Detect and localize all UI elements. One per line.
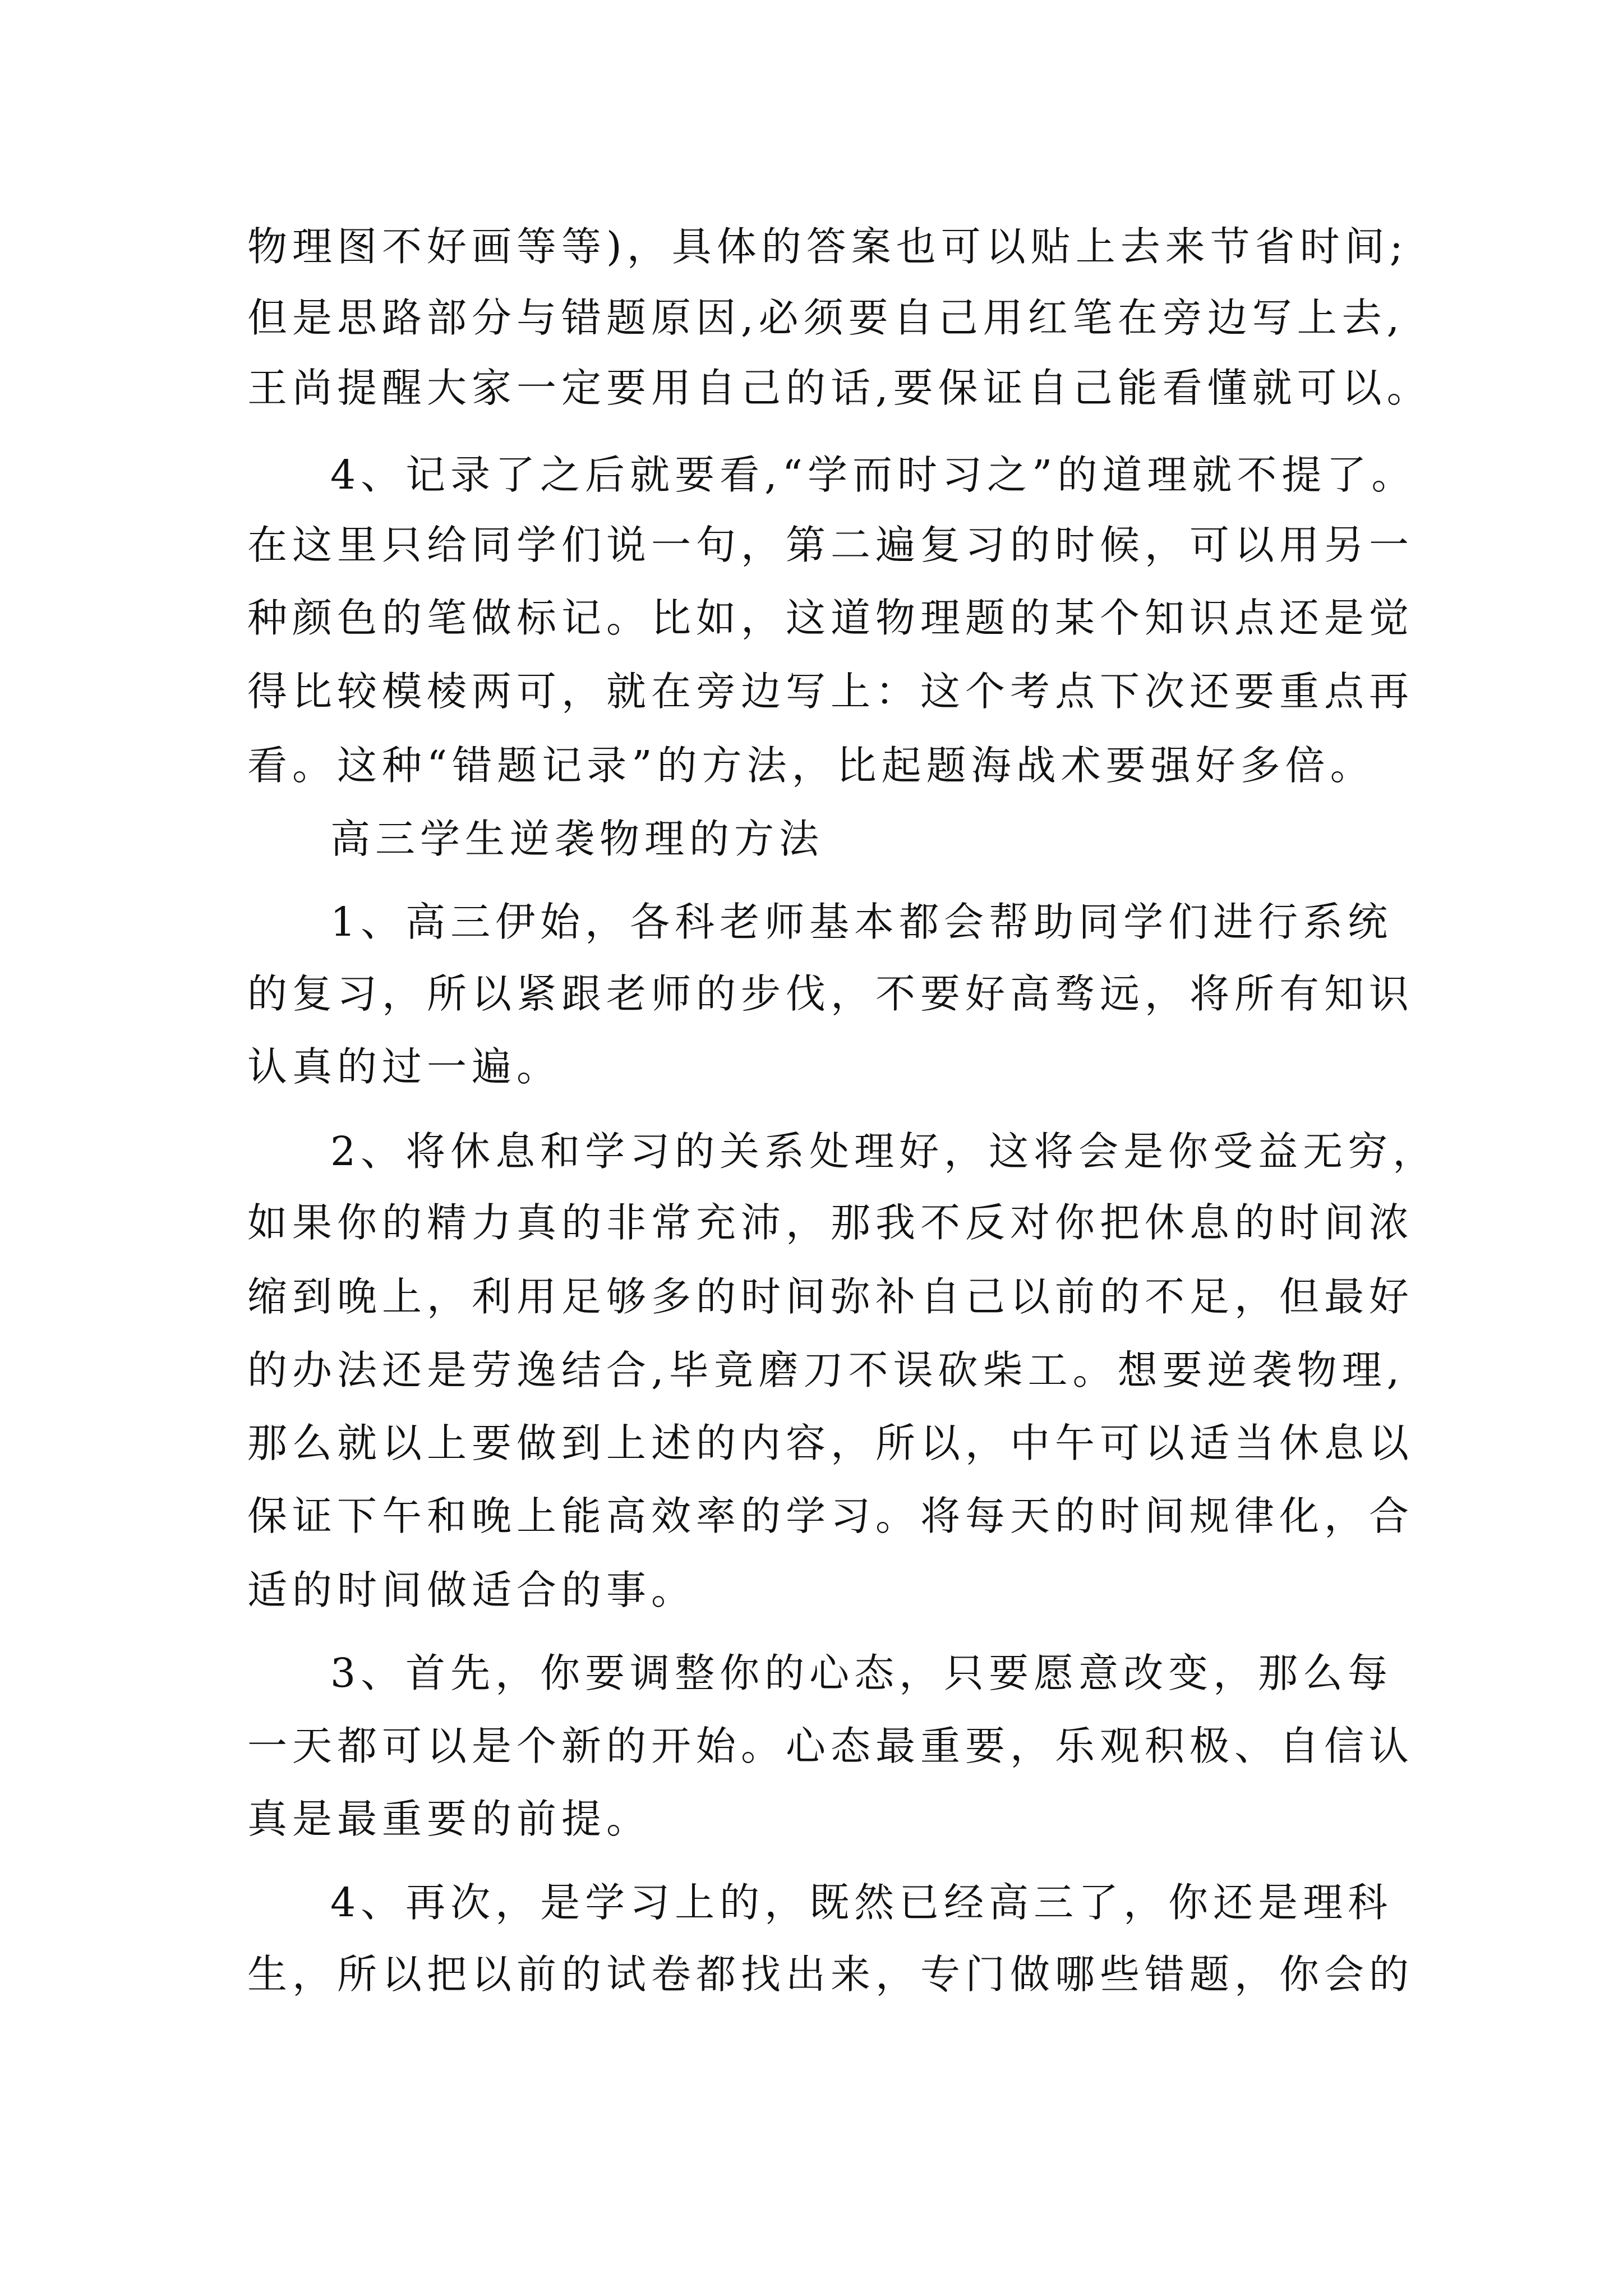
text-line: 那么就以上要做到上述的内容，所以，中午可以适当休息以 xyxy=(247,1420,1414,1466)
text-line: 在这里只给同学们说一句，第二遍复习的时候，可以用另一 xyxy=(247,522,1414,568)
text-line: 得比较模棱两可，就在旁边写上：这个考点下次还要重点再 xyxy=(247,668,1414,715)
text-line: 3、首先，你要调整你的心态，只要愿意改变，那么每 xyxy=(330,1650,1393,1696)
text-line: 种颜色的笔做标记。比如，这道物理题的某个知识点还是觉 xyxy=(247,595,1414,641)
text-line: 看。这种“错题记录”的方法，比起题海战术要强好多倍。 xyxy=(247,742,1375,789)
text-line: 但是思路部分与错题原因,必须要自己用红笔在旁边写上去, xyxy=(247,295,1405,341)
text-line: 一天都可以是个新的开始。心态最重要，乐观积极、自信认 xyxy=(247,1723,1414,1769)
text-line: 缩到晚上，利用足够多的时间弥补自己以前的不足，但最好 xyxy=(247,1273,1414,1320)
text-line: 4、记录了之后就要看,“学而时习之”的道理就不提了。 xyxy=(330,452,1417,498)
text-line: 保证下午和晚上能高效率的学习。将每天的时间规律化，合 xyxy=(247,1493,1414,1539)
text-line: 适的时间做适合的事。 xyxy=(247,1567,697,1613)
text-line: 2、将休息和学习的关系处理好，这将会是你受益无穷， xyxy=(330,1128,1438,1175)
text-line: 如果你的精力真的非常充沛，那我不反对你把休息的时间浓 xyxy=(247,1199,1414,1246)
text-line: 物理图不好画等等)，具体的答案也可以贴上去来节省时间; xyxy=(247,223,1408,270)
text-line: 真是最重要的前提。 xyxy=(247,1796,652,1842)
section-heading: 高三学生逆袭物理的方法 xyxy=(330,816,824,862)
text-line: 1、高三伊始，各科老师基本都会帮助同学们进行系统 xyxy=(330,899,1393,945)
text-line: 的复习，所以紧跟老师的步伐，不要好高骛远，将所有知识 xyxy=(247,970,1414,1017)
text-line: 认真的过一遍。 xyxy=(247,1043,562,1090)
text-line: 生，所以把以前的试卷都找出来，专门做哪些错题，你会的 xyxy=(247,1951,1414,1998)
text-line: 的办法还是劳逸结合,毕竟磨刀不误砍柴工。想要逆袭物理, xyxy=(247,1347,1405,1393)
text-line: 4、再次，是学习上的，既然已经高三了，你还是理科 xyxy=(330,1879,1393,1926)
text-line: 王尚提醒大家一定要用自己的话,要保证自己能看懂就可以。 xyxy=(247,365,1432,411)
